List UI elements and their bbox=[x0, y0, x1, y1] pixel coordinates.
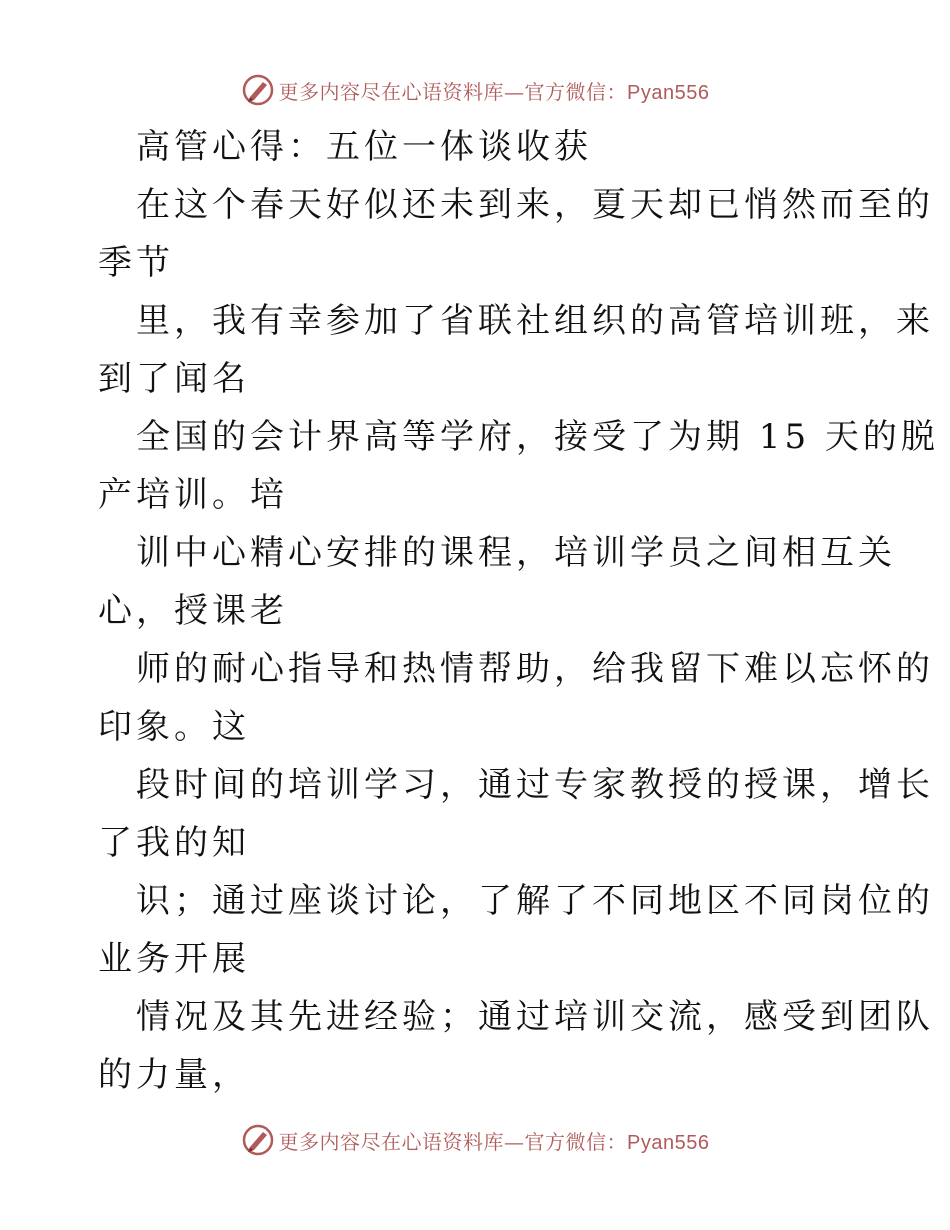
header-banner-text: 更多内容尽在心语资料库—官方微信：Pyan556 bbox=[278, 79, 710, 104]
paragraph-line: 全国的会计界高等学府，接受了为期 15 天的脱 bbox=[136, 417, 939, 457]
paragraph-line: 的力量， bbox=[98, 1055, 250, 1095]
paragraph-line: 心，授课老 bbox=[98, 591, 288, 631]
paragraph-line: 情况及其先进经验；通过培训交流，感受到团队 bbox=[136, 997, 934, 1037]
pen-logo-icon bbox=[241, 73, 275, 107]
paragraph-line: 识；通过座谈讨论，了解了不同地区不同岗位的 bbox=[136, 881, 934, 921]
paragraph-line: 季节 bbox=[98, 243, 174, 283]
paragraph-line: 师的耐心指导和热情帮助，给我留下难以忘怀的 bbox=[136, 649, 934, 689]
paragraph-line: 在这个春天好似还未到来，夏天却已悄然而至的 bbox=[136, 185, 934, 225]
paragraph-line: 印象。这 bbox=[98, 707, 250, 747]
header-wechat-id: Pyan556 bbox=[627, 81, 710, 104]
paragraph-line: 段时间的培训学习，通过专家教授的授课，增长 bbox=[136, 765, 934, 805]
paragraph-line: 到了闻名 bbox=[98, 359, 250, 399]
footer-wechat-id: Pyan556 bbox=[627, 1131, 710, 1154]
document-title: 高管心得：五位一体谈收获 bbox=[136, 127, 592, 167]
paragraph-line: 业务开展 bbox=[98, 939, 250, 979]
paragraph-line: 了我的知 bbox=[98, 823, 250, 863]
pen-logo-icon bbox=[241, 1123, 275, 1157]
footer-banner-text: 更多内容尽在心语资料库—官方微信：Pyan556 bbox=[278, 1129, 710, 1154]
header-banner bbox=[0, 70, 950, 110]
document-body bbox=[98, 118, 939, 1104]
footer-banner bbox=[0, 1120, 950, 1160]
paragraph-line: 里，我有幸参加了省联社组织的高管培训班，来 bbox=[136, 301, 934, 341]
paragraph-line: 产培训。培 bbox=[98, 475, 288, 515]
paragraph-line: 训中心精心安排的课程，培训学员之间相互关 bbox=[136, 533, 896, 573]
